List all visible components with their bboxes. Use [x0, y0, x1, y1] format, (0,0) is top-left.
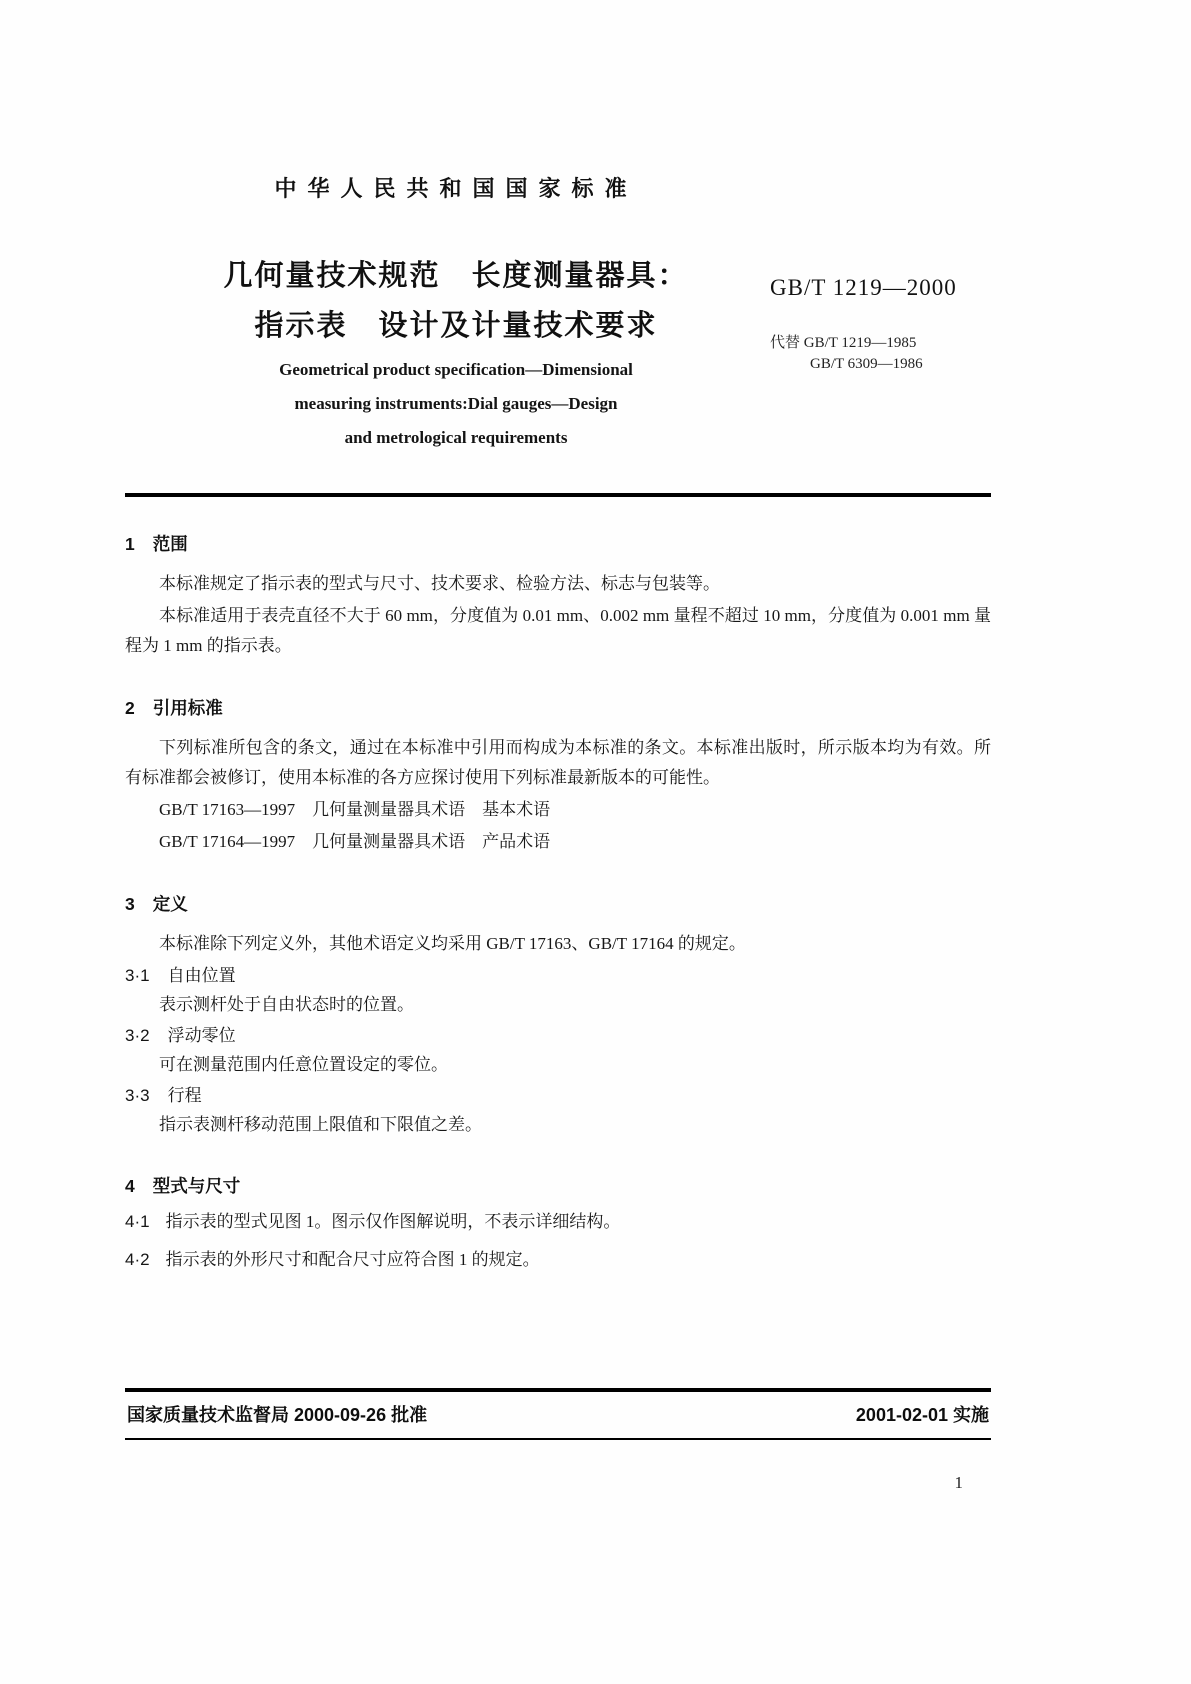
section-4-title: 型式与尺寸 [152, 1176, 241, 1196]
clause-3-3-body: 指示表测杆移动范围上限值和下限值之差。 [159, 1115, 482, 1134]
clause-3-3-heading [125, 1081, 991, 1110]
section-1-paragraph-2: 本标准适用于表壳直径不大于 60 mm，分度值为 0.01 mm、0.002 mm 量程不超过 10 mm，分度值为 0.001 mm 量程为 1 mm 的指示表。 [125, 606, 991, 655]
doc-title-line2: 指示表 设计及计量技术要求 [254, 310, 658, 342]
content-area [125, 0, 991, 1275]
standard-code: GB/T 1219—2000 [770, 275, 957, 300]
section-2-paragraph-1: 下列标准所包含的条文，通过在本标准中引用而构成为本标准的条文。本标准出版时，所示版本均为有效。所有标准都会被修订，使用本标准的各方应探讨使用下列标准最新版本的可能性。 [125, 738, 991, 787]
title-block [125, 251, 991, 461]
section-3-number: 3 [125, 894, 135, 914]
approval-authority-text: 国家质量技术监督局 2000-09-26 批准 [127, 1405, 428, 1425]
section-3-title: 定义 [152, 894, 188, 914]
reference-standard-2: GB/T 17164—1997 几何量测量器具术语 产品术语 [159, 832, 551, 851]
english-title-line2: measuring instruments:Dial gauges—Design [294, 394, 618, 413]
clause-4-1-number: 4·1 [125, 1212, 150, 1231]
header-divider-rule [125, 493, 991, 497]
clause-4-2-body: 指示表的外形尺寸和配合尺寸应符合图 1 的规定。 [165, 1250, 540, 1269]
page-number: 1 [954, 1473, 963, 1492]
implementation-date-text: 2001-02-01 实施 [855, 1405, 989, 1425]
standard-code-block [770, 275, 990, 375]
reference-standard-1: GB/T 17163—1997 几何量测量器具术语 基本术语 [159, 800, 551, 819]
english-title-line1: Geometrical product specification—Dimensional [279, 360, 633, 379]
clause-4-2-number: 4·2 [125, 1250, 150, 1269]
replaces-line2: GB/T 6309—1986 [810, 356, 923, 372]
doc-title-line1: 几何量技术规范 长度测量器具： [223, 260, 689, 292]
title-left-column [125, 251, 787, 453]
section-2-number: 2 [125, 698, 135, 718]
section-2-heading [125, 695, 991, 721]
clause-3-1-body: 表示测杆处于自由状态时的位置。 [159, 995, 414, 1014]
national-standard-heading: 中华人民共和国国家标准 [274, 176, 638, 201]
section-4-number: 4 [125, 1176, 135, 1196]
english-title-line3: and metrological requirements [344, 428, 568, 447]
clause-3-2-number: 3·2 [125, 1026, 150, 1045]
replaces-line1: 代替 GB/T 1219—1985 [770, 335, 917, 351]
clause-3-2-title: 浮动零位 [167, 1026, 236, 1045]
clause-4-1 [125, 1207, 991, 1237]
section-3-heading [125, 891, 991, 917]
section-1-paragraph-1: 本标准规定了指示表的型式与尺寸、技术要求、检验方法、标志与包装等。 [159, 574, 720, 593]
section-4-heading [125, 1173, 991, 1199]
clause-3-2-body: 可在测量范围内任意位置设定的零位。 [159, 1055, 448, 1074]
clause-4-1-body: 指示表的型式见图 1。图示仅作图解说明，不表示详细结构。 [165, 1212, 621, 1231]
section-1-number: 1 [125, 534, 135, 554]
clause-3-3-title: 行程 [167, 1086, 202, 1105]
section-1-title: 范围 [152, 534, 188, 554]
clause-3-1-title: 自由位置 [167, 966, 236, 985]
clause-3-3-number: 3·3 [125, 1086, 150, 1105]
clause-4-2 [125, 1245, 991, 1275]
section-1-heading [125, 531, 991, 557]
footer-bar [125, 1388, 991, 1440]
clause-3-1-heading [125, 961, 991, 990]
clause-3-2-heading [125, 1021, 991, 1050]
clause-3-1-number: 3·1 [125, 966, 150, 985]
section-2-title: 引用标准 [152, 698, 223, 718]
section-3-paragraph-1: 本标准除下列定义外，其他术语定义均采用 GB/T 17163、GB/T 17164 的规定。 [159, 934, 746, 953]
